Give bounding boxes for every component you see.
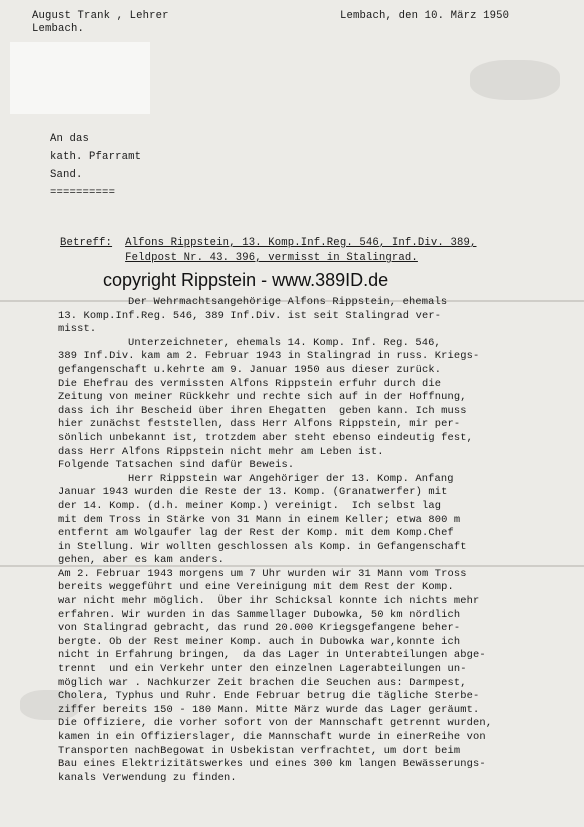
recipient-line: An das <box>50 133 90 145</box>
body-line: dass Herr Alfons Rippstein nicht mehr am Leben ist. <box>58 445 384 458</box>
body-line: sönlich unbekannt ist, trotzdem aber steht ebenso eindeutig fest, <box>58 431 474 444</box>
body-line: kamen in ein Offizierslager, die Mannschaft wurde in einerReihe von <box>58 731 486 743</box>
subject-line-2: Feldpost Nr. 43. 396, vermisst in Stalingrad. <box>125 252 418 264</box>
body-paragraph <box>58 337 492 473</box>
recipient-line: Sand. <box>50 169 83 181</box>
body-line: möglich war . Nachkurzer Zeit brachen die Seuchen aus: Darmpest, <box>58 676 467 689</box>
recipient-line: kath. Pfarramt <box>50 151 142 163</box>
body-line: Die Offiziere, die vorher sofort von der Mannschaft getrennt wurden, <box>58 717 493 730</box>
body-line: Transporten nachBegowat in Usbekistan verfrachtet, um dort beim <box>58 744 461 757</box>
body-line: kanals Verwendung zu finden. <box>58 771 237 784</box>
copyright-watermark: copyright Rippstein - www.389ID.de <box>103 270 389 290</box>
body-line: bergte. Ob der Rest meiner Komp. auch in Dubowka war,konnte ich <box>58 635 461 648</box>
body-line: von Stalingrad gebracht, das rund 20.000 Kriegsgefangene beher- <box>58 622 461 635</box>
paper-stain <box>470 60 560 100</box>
letter-body <box>58 296 492 785</box>
subject-line-1: Alfons Rippstein, 13. Komp.Inf.Reg. 546, Inf.Div. 389, <box>125 237 477 249</box>
redacted-area <box>10 42 150 114</box>
recipient-line: ========== <box>50 187 116 199</box>
body-line: ziffer bereits 150 - 180 Mann. Mitte März wurde das Lager geräumt. <box>58 703 480 716</box>
subject-block <box>60 236 476 266</box>
body-line: dass ich ihr Bescheid über ihren Ehegatten geben kann. Ich muss <box>58 404 467 417</box>
body-line: hier zunächst feststellen, dass Herr Alfons Rippstein, mir per- <box>58 418 461 431</box>
body-line: Zeitung von meiner Rückkehr und rechte sich auf in der Hoffnung, <box>58 391 467 404</box>
body-line: entfernt am Wolgaufer lag der Rest der Komp. mit dem Komp.Chef <box>58 527 454 540</box>
body-line: Unterzeichneter, ehemals 14. Komp. Inf. Reg. 546, <box>128 336 441 349</box>
body-line: Herr Rippstein war Angehöriger der 13. Komp. Anfang <box>128 472 454 485</box>
body-line: der 14. Komp. (d.h. meiner Komp.) vereinigt. Ich selbst lag <box>58 499 442 512</box>
letter-date: Lembach, den 10. März 1950 <box>340 10 510 22</box>
body-line: 13. Komp.Inf.Reg. 546, 389 Inf.Div. ist seit Stalingrad ver- <box>58 309 442 322</box>
sender-name: August Trank , Lehrer <box>32 10 169 22</box>
recipient-block <box>50 130 141 202</box>
body-line: erfahren. Wir wurden in das Sammellager Dubowka, 50 km nördlich <box>58 608 461 621</box>
body-line: mit dem Tross in Stärke von 31 Mann in einem Keller; etwa 800 m <box>58 513 461 526</box>
body-line: misst. <box>58 323 97 336</box>
sender-place: Lembach. <box>32 23 85 35</box>
body-line: Januar 1943 wurden die Reste der 13. Komp. (Granatwerfer) mit <box>58 486 448 499</box>
body-line: war nicht mehr möglich. Über ihr Schicksal konnte ich nichts mehr <box>58 595 480 608</box>
body-paragraph <box>58 473 492 786</box>
body-line: Der Wehrmachtsangehörige Alfons Rippstein, ehemals <box>128 296 448 308</box>
body-paragraph <box>58 296 492 337</box>
body-line: Am 2. Februar 1943 morgens um 7 Uhr wurden wir 31 Mann vom Tross <box>58 567 467 580</box>
body-line: 389 Inf.Div. kam am 2. Februar 1943 in Stalingrad in russ. Kriegs- <box>58 350 480 363</box>
body-line: Folgende Tatsachen sind dafür Beweis. <box>58 459 295 472</box>
body-line: gehen, aber es kam anders. <box>58 554 225 567</box>
body-line: bereits weggeführt und eine Vereinigung mit dem Rest der Komp. <box>58 581 454 594</box>
sender-block <box>32 10 169 36</box>
subject-label: Betreff: <box>60 237 113 249</box>
body-line: trennt und ein Verkehr unter den einzelnen Lagerabteilungen un- <box>58 663 467 676</box>
body-line: Bau eines Elektrizitätswerkes und eines 300 km langen Bewässerungs- <box>58 758 486 771</box>
body-line: Die Ehefrau des vermissten Alfons Rippstein erfuhr durch die <box>58 377 442 390</box>
body-line: in Stellung. Wir wollten geschlossen als Komp. in Gefangenschaft <box>58 540 467 553</box>
body-line: gefangenschaft u.kehrte am 9. Januar 1950 aus dieser zurück. <box>58 363 442 376</box>
body-line: nicht in Erfahrung bringen, da das Lager in Unterabteilungen abge- <box>58 649 486 662</box>
body-line: Cholera, Typhus und Ruhr. Ende Februar betrug die tägliche Sterbe- <box>58 690 480 703</box>
